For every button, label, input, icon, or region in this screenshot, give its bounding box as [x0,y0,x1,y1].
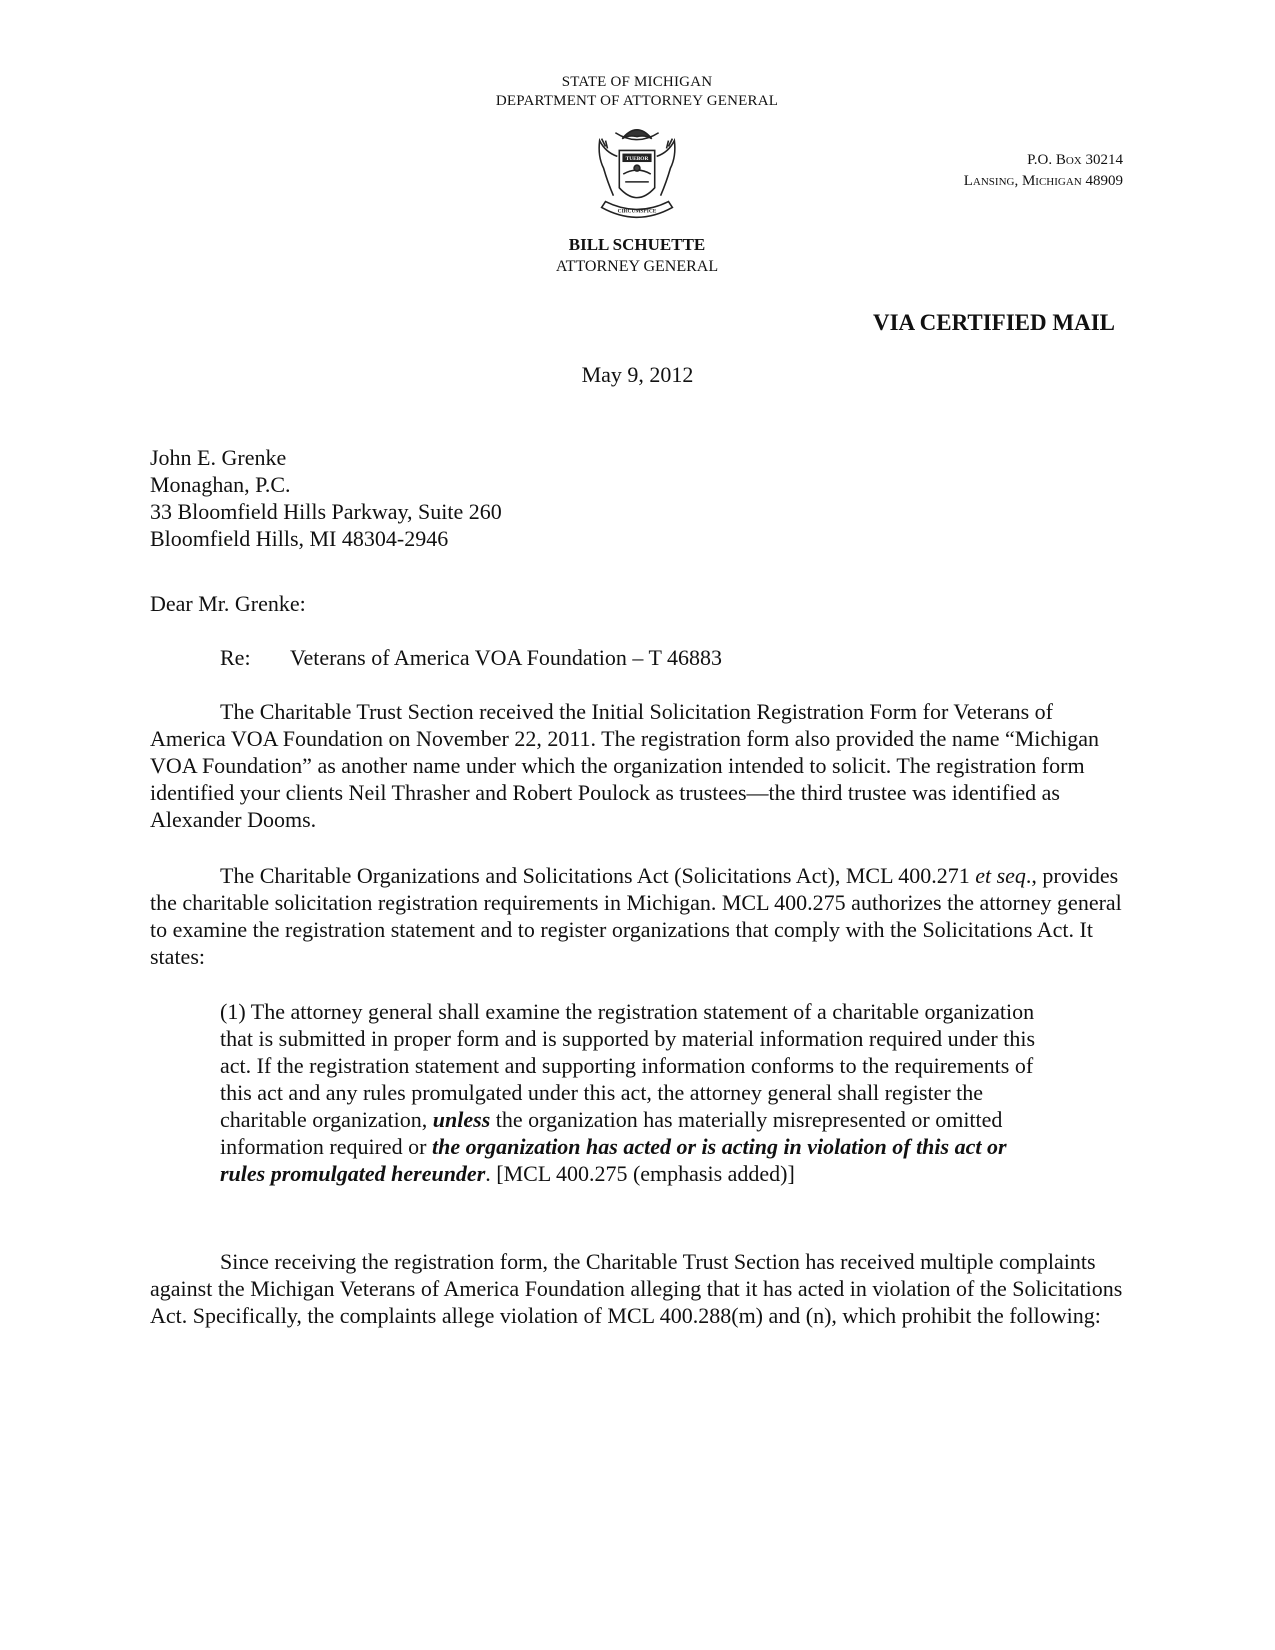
letterhead-state: STATE OF MICHIGAN [561,74,713,90]
recipient-street: 33 Bloomfield Hills Parkway, Suite 260 [150,499,502,524]
paragraph-1 [150,698,1125,833]
letter-date: May 9, 2012 [581,362,694,387]
delivery-method: VIA CERTIFIED MAIL [872,310,1115,335]
paragraph-2-text [150,862,1125,970]
address-line-2: Lansing, Michigan 48909 [963,173,1123,189]
recipient-address [150,444,502,552]
paragraph-2-part-1: The Charitable Organizations and Solicitations Act (Solicitations Act), MCL 400.271 [220,863,976,888]
recipient-name: John E. Grenke [150,445,287,470]
paragraph-1-text: The Charitable Trust Section received the Initial Solicitation Registration Form for Veterans of America VOA Foundation on November 22, 2011. The registration form also provided the name “Michigan VOA Foundation” as another name under which the organization intended to solicit. The registration form identified your clients Neil Thrasher and Robert Poulock as trustees—the third trustee was identified as Alexander Dooms. [150,699,1100,832]
quote-emphasis-unless: unless [432,1107,491,1132]
statute-quote [220,998,1040,1187]
letterhead-address [964,150,1123,192]
attorney-general-title: ATTORNEY GENERAL [555,258,719,275]
paragraph-3 [150,1248,1125,1329]
paragraph-2-part-2: ., provides the charitable solicitation registration requirements in Michigan. MCL 400.275 authorizes the attorney general to examine the registration statement and to register organizations that comply with the Solicitations Act. It states: [150,863,1122,969]
attorney-general-name: BILL SCHUETTE [568,235,706,254]
recipient-firm: Monaghan, P.C. [150,472,291,497]
recipient-city: Bloomfield Hills, MI 48304-2946 [150,526,449,551]
paragraph-2 [150,862,1125,970]
salutation: Dear Mr. Grenke: [150,591,306,616]
quote-emphasis-violation: the organization has acted or is acting in violation of this act or rules promulgated hereunder [220,1134,1007,1186]
letterhead-department: DEPARTMENT OF ATTORNEY GENERAL [495,93,779,109]
seal-ribbon: CIRCUMSPICE [617,208,657,215]
paragraph-3-text: Since receiving the registration form, the Charitable Trust Section has received multiple complaints against the Michigan Veterans of America Foundation alleging that it has acted in violation of the Solicitations Act. Specifically, the complaints allege violation of MCL 400.288(m) and (n), which prohibit the following: [150,1249,1123,1328]
michigan-seal-icon [578,117,696,235]
re-line [220,644,722,671]
quote-part-2: the organization has materially misrepresented or omitted information required or [220,1107,1003,1159]
quote-part-1: (1) The attorney general shall examine the registration statement of a charitable organization that is submitted in proper form and is supported by material information required under this act. If the registration statement and supporting information conforms to the requirements of this act and any rules promulgated under this act, the attorney general shall register the charitable organization, [220,999,1036,1132]
re-label: Re: [220,645,251,670]
et-seq-italic: et seq [975,863,1026,888]
re-subject: Veterans of America VOA Foundation – T 46883 [290,645,723,670]
quote-part-3: . [MCL 400.275 (emphasis added)] [485,1161,795,1186]
seal-motto: TUEBOR [625,155,649,162]
address-line-1: P.O. Box 30214 [1027,152,1123,168]
